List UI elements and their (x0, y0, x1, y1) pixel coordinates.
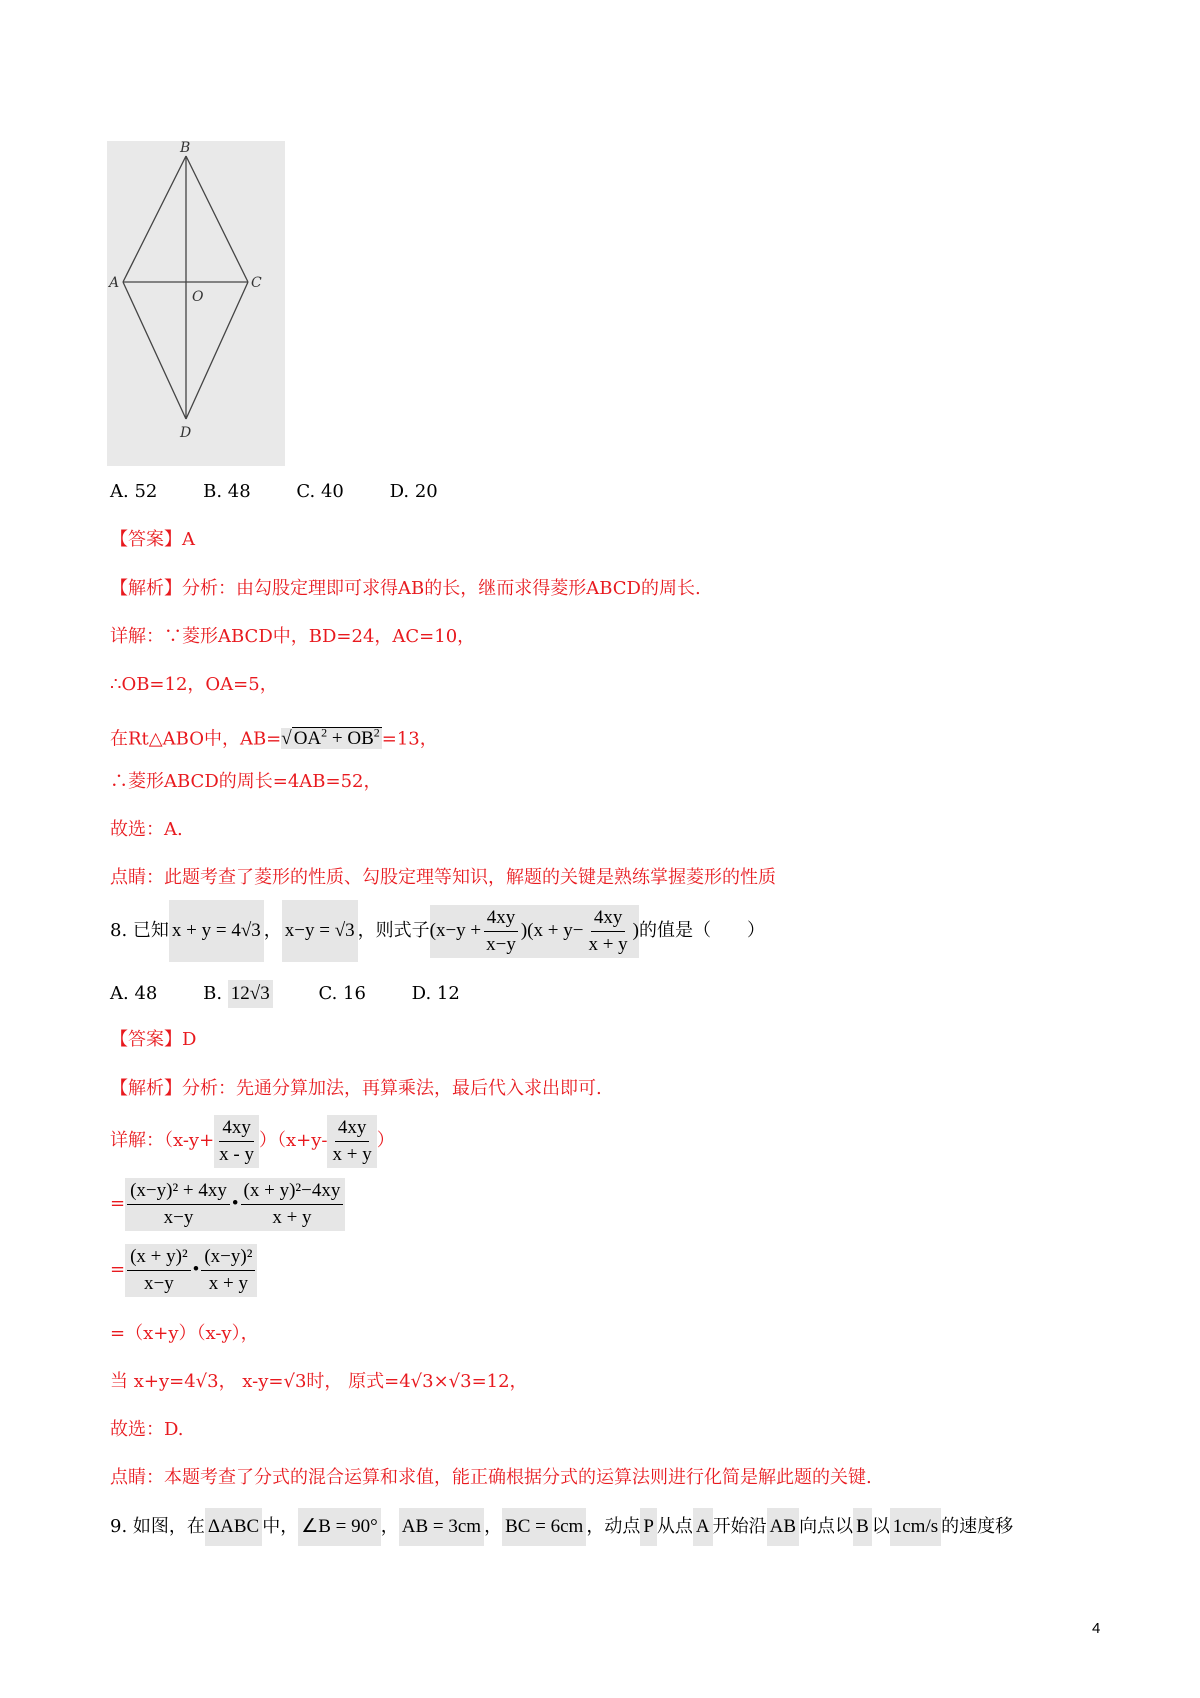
q9-angle: ∠B = 90° (298, 1508, 381, 1546)
q9-triangle: ΔABC (205, 1508, 262, 1546)
q9-ab: AB = 3cm (399, 1508, 484, 1546)
side-bc (186, 156, 248, 282)
q8-expr-a: (x−y + (429, 920, 482, 941)
label-b: B (180, 141, 191, 156)
q8-cond-2: x−y = √3 (282, 900, 358, 962)
q7-detail-3 (110, 721, 438, 751)
q8-step-1-frac-1 (125, 1178, 232, 1231)
q8-step-3: =（x+y）（x-y）， (110, 1323, 259, 1344)
q7-comment: 点睛：此题考查了菱形的性质、勾股定理等知识，解题的关键是熟练掌握菱形的性质 (110, 867, 776, 888)
label-d: D (180, 425, 192, 441)
q8-frac-2 (583, 905, 632, 958)
q8-suffix: 的值是（ ） (639, 920, 765, 941)
side-ab (123, 156, 186, 282)
q8-option-b-label: B. (203, 983, 228, 1004)
q8-detail-mid: ）（x+y- (259, 1130, 328, 1151)
q8-detail-frac-1 (214, 1115, 259, 1168)
q8-options (110, 980, 500, 1008)
q8-frac-1 (481, 905, 521, 958)
label-c: C (251, 275, 262, 291)
q8-answer: 【答案】D (110, 1029, 197, 1050)
q7-detail-3-pre: 在Rt△ABO中，AB= (110, 728, 282, 750)
q8-step-2-expression: $\frac{\text{(x + y)²}}{x-y}$ • $\frac{\text{(x−y)²}}{x + y}$ (125, 1244, 257, 1297)
q7-analysis: 【解析】分析：由勾股定理即可求得AB的长，继而求得菱形ABCD的周长. (110, 578, 701, 599)
q9-text-1: 中， (262, 1516, 299, 1537)
side-ad (123, 282, 186, 419)
q8-step-1: = $\frac{\text{(x−y)² + 4xy}}{x-y}$ • $\frac{\text{(x + y)²−4xy}}{x + y}$ (110, 1176, 345, 1232)
q9-text-7: 向点以 (799, 1516, 854, 1537)
q7-option-b[interactable]: B. 48 (203, 481, 251, 502)
q9-text-6: 开始沿 (712, 1516, 767, 1537)
q8-substitution: 当 x+y=4√3， x-y=√3时， 原式=4√3×√3=12， (110, 1371, 528, 1392)
q8-step-2: = $\frac{\text{(x + y)²}}{x-y}$ • $\frac{\text{(x−y)²}}{x + y}$ (110, 1242, 257, 1298)
page-number: 4 (1092, 1620, 1101, 1637)
q8-option-b-value: 12√3 (228, 980, 273, 1008)
q8-frac-1-num: 4xy (484, 905, 519, 932)
q8-expr-c: ) (632, 920, 639, 941)
q8-step-2-den-1: x−y (144, 1273, 174, 1295)
q8-option-d[interactable]: D. 12 (411, 983, 460, 1004)
q8-comment: 点睛：本题考查了分式的混合运算和求值，能正确根据分式的运算法则进行化简是解此题的关键. (110, 1467, 872, 1488)
q8-cond-1: x + y = 4√3 (169, 900, 264, 962)
q8-step-1-expression: $\frac{\text{(x−y)² + 4xy}}{x-y}$ • $\frac{\text{(x + y)²−4xy}}{x + y}$ (125, 1178, 345, 1231)
q8-frac-2-num: 4xy (591, 905, 626, 932)
q8-step-1-num-2: (x + y)²−4xy (241, 1178, 344, 1205)
q8-step-2-frac-1 (125, 1244, 193, 1297)
q9-point-p: P (640, 1508, 657, 1546)
q9-question (110, 1508, 1013, 1546)
q7-option-a[interactable]: A. 52 (110, 481, 158, 502)
rhombus-diagram (107, 141, 285, 466)
q7-options (110, 480, 478, 504)
q7-rad-oa: OA (293, 728, 322, 750)
q8-choose: 故选：D. (110, 1419, 184, 1440)
label-o: O (192, 289, 204, 305)
q9-text-3: ， (484, 1516, 503, 1537)
q7-choose: 故选：A. (110, 819, 183, 840)
q7-sqrt-expression: √ $OA^2 + OB^2$ (281, 726, 380, 750)
q8-frac-2-den: x + y (588, 934, 628, 956)
q7-detail-2: ∴OB=12，OA=5， (110, 674, 278, 695)
q8-step-1-frac-2 (239, 1178, 346, 1231)
q8-mid: ，则式子 (357, 920, 430, 941)
q9-text-2: ， (380, 1516, 399, 1537)
q8-expr-b: )(x + y− (520, 920, 584, 941)
q8-step-2-den-2: x + y (208, 1273, 248, 1295)
q9-segment-ab: AB (767, 1508, 799, 1546)
q7-answer: 【答案】A (110, 529, 195, 550)
q8-frac-1-den: x−y (486, 934, 516, 956)
q9-text-9: 的速度移 (941, 1516, 1014, 1537)
q7-rad-ob: + OB (327, 728, 374, 750)
q9-point-a: A (693, 1508, 713, 1546)
q8-step-2-frac-2 (199, 1244, 257, 1297)
q9-text-4: ，动点 (586, 1516, 641, 1537)
q8-option-a[interactable]: A. 48 (110, 983, 158, 1004)
q7-detail-3-post: =13， (381, 728, 438, 750)
q8-detail-frac-1-num: 4xy (219, 1115, 254, 1142)
q8-detail-frac-1-den: x - y (219, 1143, 254, 1165)
q9-bc: BC = 6cm (502, 1508, 586, 1546)
q8-detail-pre: 详解：（x-y+ (110, 1130, 215, 1151)
q8-question (110, 900, 765, 962)
q8-analysis: 【解析】分析：先通分算加法，再算乘法，最后代入求出即可. (110, 1078, 602, 1099)
q8-step-1-den-1: x−y (163, 1207, 194, 1229)
q8-detail (110, 1112, 395, 1170)
q9-speed: 1cm/s (890, 1508, 941, 1546)
q8-detail-frac-2 (327, 1115, 376, 1168)
q9-text-5: 从点 (656, 1516, 693, 1537)
q8-step-1-num-1: (x−y)² + 4xy (127, 1178, 230, 1205)
q8-detail-frac-2-num: 4xy (335, 1115, 370, 1142)
q7-detail-4: ∴菱形ABCD的周长=4AB=52， (110, 771, 382, 792)
q8-prefix: 8. 已知 (110, 920, 169, 941)
q8-option-c[interactable]: C. 16 (318, 983, 366, 1004)
label-a: A (109, 275, 120, 291)
q8-detail-post: ） (376, 1130, 395, 1151)
q8-step-2-num-1: (x + y)² (127, 1244, 191, 1271)
q8-expression (430, 905, 639, 958)
q9-point-b: B (853, 1508, 872, 1546)
q8-step-1-den-2: x + y (272, 1207, 312, 1229)
q7-option-d[interactable]: D. 20 (389, 481, 438, 502)
q8-option-b[interactable] (203, 980, 273, 1008)
q7-detail-1: 详解：∵菱形ABCD中，BD=24，AC=10， (110, 626, 476, 647)
rhombus-figure (107, 141, 285, 466)
q9-text-8: 以 (871, 1516, 890, 1537)
q7-option-c[interactable]: C. 40 (296, 481, 344, 502)
q8-step-2-num-2: (x−y)² (201, 1244, 255, 1271)
q8-sep: ， (263, 920, 282, 941)
q8-detail-frac-2-den: x + y (332, 1143, 372, 1165)
q9-prefix: 9. 如图，在 (110, 1516, 205, 1537)
